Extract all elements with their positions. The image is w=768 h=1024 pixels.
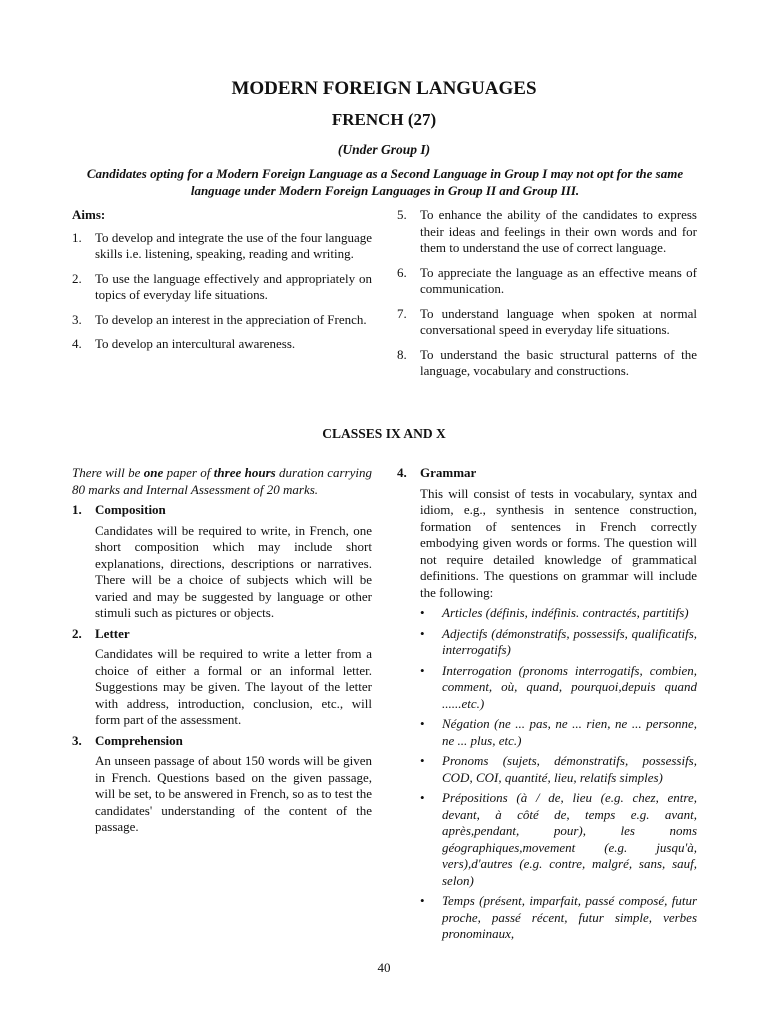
syllabus-right-column	[397, 465, 697, 947]
aim-number: 1.	[72, 229, 82, 245]
intro-text-1: There will be	[72, 465, 144, 480]
intro-bold-1: one	[143, 465, 164, 480]
section-number: 2.	[72, 625, 82, 641]
section-heading	[72, 626, 372, 643]
grammar-bullet	[420, 626, 697, 659]
page-title: MODERN FOREIGN LANGUAGES	[231, 78, 537, 99]
section-title: Letter	[95, 625, 130, 641]
section-heading	[72, 502, 372, 519]
subject-title: FRENCH (27)	[331, 110, 437, 129]
section-heading	[397, 465, 697, 482]
aim-text: To develop an interest in the appreciation of French.	[95, 311, 367, 327]
aim-item	[397, 347, 697, 380]
aim-text: To appreciate the language as an effective means of communication.	[420, 264, 697, 296]
paper-intro	[72, 465, 372, 498]
aim-number: 4.	[72, 336, 82, 351]
section-body: Candidates will be required to write, in French, one short composition which may include short explanations, directions, descriptions or narratives. There will be a choice of subjects which will be varied and may be suggested by language or other stimuli such as pictures or objects.	[95, 522, 372, 620]
grammar-bullet	[420, 753, 697, 786]
aim-item	[397, 265, 697, 298]
intro-text-3: duration carrying 80 marks and Internal Assessment of 20 marks.	[72, 465, 372, 497]
grammar-bullet	[420, 605, 697, 622]
bullet-icon: •	[420, 716, 425, 731]
aim-number: 6.	[397, 264, 407, 280]
grammar-bullet	[420, 893, 697, 943]
bullet-icon: •	[420, 605, 425, 620]
bullet-text: Temps (présent, imparfait, passé composé, futur proche, passé récent, futur simple, verbes pronominaux,	[442, 893, 697, 941]
aim-item	[72, 336, 372, 353]
grammar-bullet	[420, 790, 697, 889]
section-body: This will consist of tests in vocabulary, syntax and idiom, e.g., synthesis in sentence construction, formation of sentences in French correctly embodying given words or forms. The question will not require detailed knowledge of grammatical definitions. The questions on grammar will include the following:	[420, 485, 697, 600]
bullet-text: Pronoms (sujets, démonstratifs, possessifs, COD, COI, quantité, lieu, relatifs simples)	[442, 753, 697, 785]
grammar-bullet	[420, 663, 697, 713]
section-heading	[72, 733, 372, 750]
classes-heading: CLASSES IX AND X	[322, 426, 446, 441]
aim-text: To understand the basic structural patterns of the language, vocabulary and constructions.	[420, 346, 697, 378]
section-number: 1.	[72, 502, 82, 517]
aims-heading: Aims:	[72, 207, 106, 222]
aim-text: To develop an intercultural awareness.	[95, 336, 296, 351]
bullet-text: Interrogation (pronoms interrogatifs, combien, comment, où, quand, pourquoi,depuis quand ......etc.)	[442, 662, 697, 711]
aim-item	[72, 230, 372, 263]
group-label: (Under Group I)	[337, 142, 431, 157]
intro-text-2: paper of	[163, 465, 214, 480]
aim-number: 8.	[397, 346, 407, 362]
syllabus-left-column	[72, 465, 372, 840]
aim-item	[72, 312, 372, 329]
aim-number: 3.	[72, 311, 82, 327]
aim-number: 5.	[397, 207, 407, 222]
bullet-icon: •	[420, 625, 425, 641]
section-number: 4.	[397, 465, 407, 480]
aim-item	[72, 271, 372, 304]
section-body: Candidates will be required to write a letter from a choice of either a formal or an informal letter. Suggestions may be given. The layout of the letter with address, introduction, conclusion, etc., will form part of the assessment.	[95, 646, 372, 727]
candidate-note: Candidates opting for a Modern Foreign Language as a Second Language in Group I may not opt for the same language under Modern Foreign Languages in Group II and Group III.	[86, 166, 684, 198]
bullet-text: Articles (définis, indéfinis. contractés, partitifs)	[442, 605, 689, 620]
bullet-icon: •	[420, 753, 425, 768]
aim-number: 2.	[72, 270, 82, 286]
section-title: Grammar	[420, 465, 477, 480]
aim-text: To develop and integrate the use of the four language skills i.e. listening, speaking, reading and writing.	[95, 229, 372, 261]
aim-text: To understand language when spoken at normal conversational speed in everyday life situations.	[420, 305, 697, 337]
section-title: Comprehension	[95, 732, 183, 748]
bullet-icon: •	[420, 662, 425, 678]
aim-text: To enhance the ability of the candidates to express their ideas and feelings in their own words and for them to understand the use of correct language.	[420, 207, 697, 255]
bullet-text: Prépositions (à / de, lieu (e.g. chez, entre, devant, à côté de, temps e.g. avant, après,pendant, pour), les noms géographiques,movement (e.g. jusqu'à, vers),d'autres (e.g. contre, malgré, sans, sauf, selon)	[442, 790, 697, 888]
aims-right-column	[397, 207, 697, 388]
bullet-icon: •	[420, 790, 425, 805]
aim-item	[397, 306, 697, 339]
section-title: Composition	[95, 502, 166, 517]
bullet-text: Adjectifs (démonstratifs, possessifs, qualificatifs, interrogatifs)	[442, 625, 697, 657]
bullet-icon: •	[420, 893, 425, 908]
intro-bold-2: three hours	[213, 465, 276, 480]
grammar-bullet	[420, 716, 697, 749]
aim-item	[397, 207, 697, 257]
bullet-text: Négation (ne ... pas, ne ... rien, ne ... personne, ne ... plus, etc.)	[442, 716, 697, 748]
page-number: 40	[377, 960, 391, 975]
aim-text: To use the language effectively and appropriately on topics of everyday life situations.	[95, 270, 372, 302]
section-number: 3.	[72, 732, 82, 748]
aim-number: 7.	[397, 305, 407, 321]
section-body: An unseen passage of about 150 words will be given in French. Questions based on the given passage, will be set, to be answered in French, so as to test the candidates' understanding of the content of the passage.	[95, 753, 372, 834]
aims-left-column	[72, 207, 372, 361]
